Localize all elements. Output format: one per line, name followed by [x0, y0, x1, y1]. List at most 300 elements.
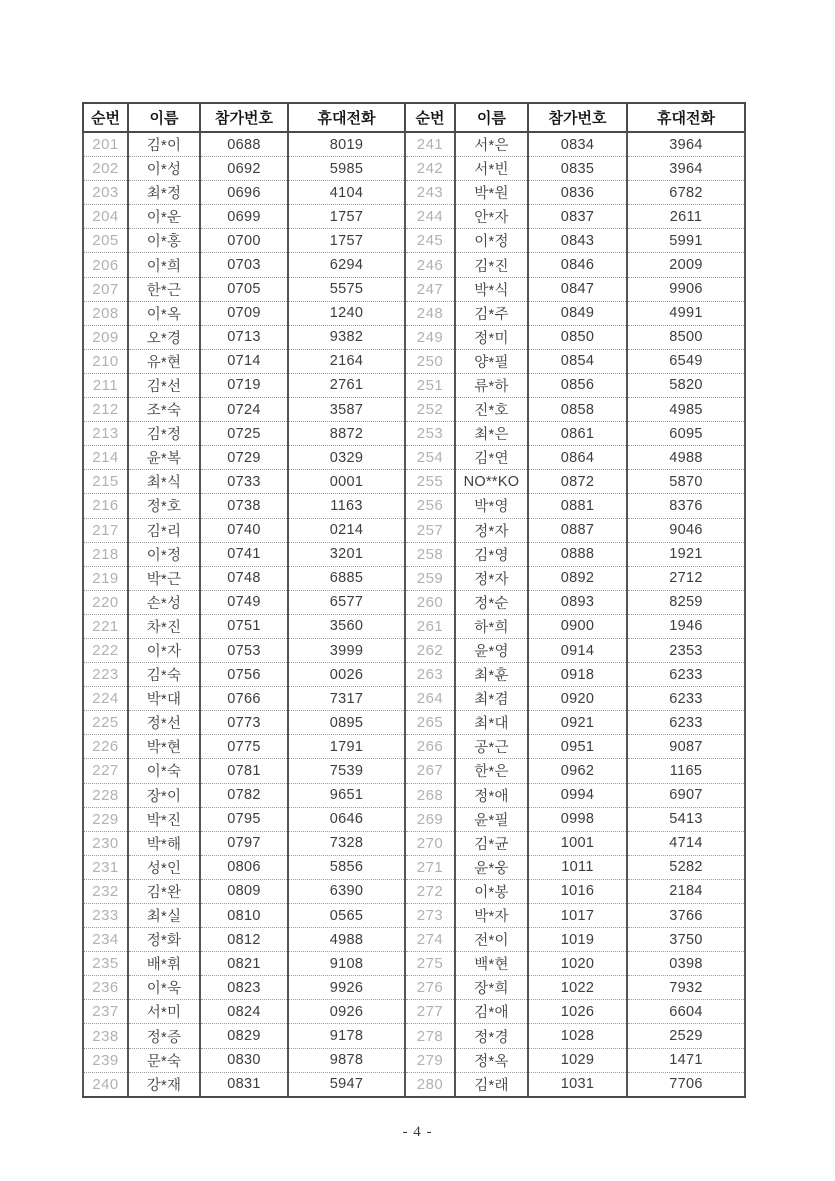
entry-number-cell: 0699	[200, 205, 288, 229]
seq-cell: 202	[83, 157, 128, 181]
entry-number-cell: 0748	[200, 566, 288, 590]
table-row	[83, 590, 745, 614]
table-row	[83, 422, 745, 446]
name-cell: 최*대	[455, 711, 528, 735]
seq-cell: 243	[405, 181, 455, 205]
name-cell: 안*자	[455, 205, 528, 229]
phone-cell: 7328	[288, 831, 405, 855]
entry-number-cell: 0756	[200, 663, 288, 687]
entry-number-cell: 0703	[200, 253, 288, 277]
phone-cell: 6885	[288, 566, 405, 590]
phone-cell: 5985	[288, 157, 405, 181]
phone-cell: 3587	[288, 398, 405, 422]
table-row	[83, 566, 745, 590]
entry-number-cell: 0714	[200, 349, 288, 373]
entry-number-cell: 0766	[200, 687, 288, 711]
participants-table	[82, 102, 746, 1098]
entry-number-cell: 0888	[528, 542, 627, 566]
phone-cell: 8500	[627, 325, 745, 349]
phone-cell: 9651	[288, 783, 405, 807]
entry-number-cell: 1028	[528, 1024, 627, 1048]
name-cell: 정*자	[455, 566, 528, 590]
seq-cell: 265	[405, 711, 455, 735]
phone-cell: 0329	[288, 446, 405, 470]
seq-cell: 235	[83, 952, 128, 976]
column-header-seq-left: 순번	[83, 103, 128, 132]
seq-cell: 230	[83, 831, 128, 855]
seq-cell: 252	[405, 398, 455, 422]
name-cell: 이*희	[128, 253, 200, 277]
seq-cell: 254	[405, 446, 455, 470]
table-row	[83, 229, 745, 253]
phone-cell: 8259	[627, 590, 745, 614]
phone-cell: 4985	[627, 398, 745, 422]
name-cell: 박*자	[455, 904, 528, 928]
table-row	[83, 518, 745, 542]
phone-cell: 2529	[627, 1024, 745, 1048]
name-cell: 류*하	[455, 373, 528, 397]
entry-number-cell: 0864	[528, 446, 627, 470]
table-row	[83, 928, 745, 952]
entry-number-cell: 0847	[528, 277, 627, 301]
name-cell: 공*근	[455, 735, 528, 759]
name-cell: 김*이	[128, 132, 200, 157]
name-cell: 한*근	[128, 277, 200, 301]
seq-cell: 214	[83, 446, 128, 470]
phone-cell: 1921	[627, 542, 745, 566]
name-cell: 성*인	[128, 855, 200, 879]
phone-cell: 2184	[627, 879, 745, 903]
name-cell: 배*휘	[128, 952, 200, 976]
phone-cell: 5282	[627, 855, 745, 879]
name-cell: 정*호	[128, 494, 200, 518]
table-row	[83, 349, 745, 373]
table-row	[83, 614, 745, 638]
column-header-entry-number-left: 참가번호	[200, 103, 288, 132]
entry-number-cell: 0900	[528, 614, 627, 638]
phone-cell: 7706	[627, 1072, 745, 1097]
seq-cell: 231	[83, 855, 128, 879]
seq-cell: 248	[405, 301, 455, 325]
entry-number-cell: 1020	[528, 952, 627, 976]
seq-cell: 217	[83, 518, 128, 542]
name-cell: 박*현	[128, 735, 200, 759]
phone-cell: 1946	[627, 614, 745, 638]
seq-cell: 204	[83, 205, 128, 229]
entry-number-cell: 0775	[200, 735, 288, 759]
entry-number-cell: 0824	[200, 1000, 288, 1024]
entry-number-cell: 1031	[528, 1072, 627, 1097]
seq-cell: 229	[83, 807, 128, 831]
seq-cell: 267	[405, 759, 455, 783]
page-number: - 4 -	[402, 1124, 433, 1140]
seq-cell: 210	[83, 349, 128, 373]
table-row	[83, 735, 745, 759]
phone-cell: 2353	[627, 638, 745, 662]
entry-number-cell: 0740	[200, 518, 288, 542]
name-cell: 최*겸	[455, 687, 528, 711]
name-cell: 오*경	[128, 325, 200, 349]
phone-cell: 8872	[288, 422, 405, 446]
seq-cell: 251	[405, 373, 455, 397]
phone-cell: 0895	[288, 711, 405, 735]
name-cell: 윤*복	[128, 446, 200, 470]
name-cell: 윤*영	[455, 638, 528, 662]
entry-number-cell: 0724	[200, 398, 288, 422]
phone-cell: 9046	[627, 518, 745, 542]
name-cell: 정*경	[455, 1024, 528, 1048]
name-cell: 전*이	[455, 928, 528, 952]
column-header-name-left: 이름	[128, 103, 200, 132]
entry-number-cell: 0872	[528, 470, 627, 494]
seq-cell: 260	[405, 590, 455, 614]
entry-number-cell: 0773	[200, 711, 288, 735]
entry-number-cell: 0821	[200, 952, 288, 976]
name-cell: 진*호	[455, 398, 528, 422]
entry-number-cell: 0781	[200, 759, 288, 783]
entry-number-cell: 1019	[528, 928, 627, 952]
table-row	[83, 904, 745, 928]
name-cell: 윤*웅	[455, 855, 528, 879]
phone-cell: 5575	[288, 277, 405, 301]
phone-cell: 9178	[288, 1024, 405, 1048]
phone-cell: 7932	[627, 976, 745, 1000]
seq-cell: 220	[83, 590, 128, 614]
entry-number-cell: 0733	[200, 470, 288, 494]
entry-number-cell: 0829	[200, 1024, 288, 1048]
name-cell: 이*숙	[128, 759, 200, 783]
name-cell: 최*식	[128, 470, 200, 494]
table-row	[83, 132, 745, 157]
table-row	[83, 1072, 745, 1097]
phone-cell: 9108	[288, 952, 405, 976]
name-cell: 박*원	[455, 181, 528, 205]
name-cell: 조*숙	[128, 398, 200, 422]
seq-cell: 213	[83, 422, 128, 446]
name-cell: 장*이	[128, 783, 200, 807]
name-cell: NO**KO	[455, 470, 528, 494]
table-header-row	[83, 103, 745, 132]
table-row	[83, 494, 745, 518]
name-cell: 하*희	[455, 614, 528, 638]
entry-number-cell: 0705	[200, 277, 288, 301]
table-row	[83, 253, 745, 277]
table-row	[83, 470, 745, 494]
seq-cell: 246	[405, 253, 455, 277]
entry-number-cell: 0741	[200, 542, 288, 566]
seq-cell: 241	[405, 132, 455, 157]
name-cell: 이*정	[455, 229, 528, 253]
seq-cell: 272	[405, 879, 455, 903]
phone-cell: 6549	[627, 349, 745, 373]
table-row	[83, 301, 745, 325]
seq-cell: 275	[405, 952, 455, 976]
entry-number-cell: 1017	[528, 904, 627, 928]
table-row	[83, 325, 745, 349]
phone-cell: 4991	[627, 301, 745, 325]
entry-number-cell: 0749	[200, 590, 288, 614]
entry-number-cell: 0795	[200, 807, 288, 831]
phone-cell: 8019	[288, 132, 405, 157]
name-cell: 양*필	[455, 349, 528, 373]
seq-cell: 211	[83, 373, 128, 397]
entry-number-cell: 0994	[528, 783, 627, 807]
entry-number-cell: 0892	[528, 566, 627, 590]
name-cell: 김*영	[455, 542, 528, 566]
table-row	[83, 542, 745, 566]
table-row	[83, 1024, 745, 1048]
entry-number-cell: 0713	[200, 325, 288, 349]
table-row	[83, 277, 745, 301]
table-row	[83, 687, 745, 711]
seq-cell: 242	[405, 157, 455, 181]
seq-cell: 259	[405, 566, 455, 590]
entry-number-cell: 1029	[528, 1048, 627, 1072]
entry-number-cell: 0809	[200, 879, 288, 903]
seq-cell: 266	[405, 735, 455, 759]
seq-cell: 228	[83, 783, 128, 807]
entry-number-cell: 0753	[200, 638, 288, 662]
entry-number-cell: 0812	[200, 928, 288, 952]
entry-number-cell: 0846	[528, 253, 627, 277]
table-row	[83, 879, 745, 903]
name-cell: 손*성	[128, 590, 200, 614]
seq-cell: 207	[83, 277, 128, 301]
column-header-seq-right: 순번	[405, 103, 455, 132]
entry-number-cell: 1016	[528, 879, 627, 903]
seq-cell: 224	[83, 687, 128, 711]
seq-cell: 209	[83, 325, 128, 349]
phone-cell: 0026	[288, 663, 405, 687]
entry-number-cell: 0751	[200, 614, 288, 638]
name-cell: 김*주	[455, 301, 528, 325]
entry-number-cell: 0810	[200, 904, 288, 928]
entry-number-cell: 0806	[200, 855, 288, 879]
phone-cell: 3964	[627, 132, 745, 157]
name-cell: 서*은	[455, 132, 528, 157]
table-row	[83, 783, 745, 807]
entry-number-cell: 1022	[528, 976, 627, 1000]
name-cell: 박*대	[128, 687, 200, 711]
name-cell: 김*리	[128, 518, 200, 542]
name-cell: 김*애	[455, 1000, 528, 1024]
name-cell: 한*은	[455, 759, 528, 783]
name-cell: 김*완	[128, 879, 200, 903]
seq-cell: 239	[83, 1048, 128, 1072]
phone-cell: 3201	[288, 542, 405, 566]
entry-number-cell: 0782	[200, 783, 288, 807]
entry-number-cell: 0850	[528, 325, 627, 349]
phone-cell: 2611	[627, 205, 745, 229]
name-cell: 박*해	[128, 831, 200, 855]
phone-cell: 9878	[288, 1048, 405, 1072]
phone-cell: 4988	[288, 928, 405, 952]
seq-cell: 222	[83, 638, 128, 662]
name-cell: 정*화	[128, 928, 200, 952]
seq-cell: 247	[405, 277, 455, 301]
entry-number-cell: 0858	[528, 398, 627, 422]
name-cell: 차*진	[128, 614, 200, 638]
entry-number-cell: 0692	[200, 157, 288, 181]
column-header-entry-number-right: 참가번호	[528, 103, 627, 132]
phone-cell: 8376	[627, 494, 745, 518]
table-row	[83, 1048, 745, 1072]
name-cell: 이*홍	[128, 229, 200, 253]
entry-number-cell: 0834	[528, 132, 627, 157]
table-row	[83, 952, 745, 976]
entry-number-cell: 0688	[200, 132, 288, 157]
seq-cell: 280	[405, 1072, 455, 1097]
table-row	[83, 446, 745, 470]
entry-number-cell: 0861	[528, 422, 627, 446]
entry-number-cell: 0856	[528, 373, 627, 397]
phone-cell: 6294	[288, 253, 405, 277]
name-cell: 서*빈	[455, 157, 528, 181]
name-cell: 정*순	[455, 590, 528, 614]
name-cell: 김*진	[455, 253, 528, 277]
table-row	[83, 831, 745, 855]
entry-number-cell: 0843	[528, 229, 627, 253]
name-cell: 정*애	[455, 783, 528, 807]
entry-number-cell: 0854	[528, 349, 627, 373]
entry-number-cell: 0835	[528, 157, 627, 181]
phone-cell: 6782	[627, 181, 745, 205]
phone-cell: 2761	[288, 373, 405, 397]
phone-cell: 5947	[288, 1072, 405, 1097]
name-cell: 박*근	[128, 566, 200, 590]
seq-cell: 201	[83, 132, 128, 157]
table-row	[83, 181, 745, 205]
phone-cell: 6390	[288, 879, 405, 903]
phone-cell: 6233	[627, 687, 745, 711]
seq-cell: 219	[83, 566, 128, 590]
name-cell: 정*선	[128, 711, 200, 735]
seq-cell: 249	[405, 325, 455, 349]
seq-cell: 279	[405, 1048, 455, 1072]
seq-cell: 277	[405, 1000, 455, 1024]
name-cell: 이*봉	[455, 879, 528, 903]
table-row	[83, 759, 745, 783]
seq-cell: 238	[83, 1024, 128, 1048]
name-cell: 김*래	[455, 1072, 528, 1097]
seq-cell: 244	[405, 205, 455, 229]
phone-cell: 3750	[627, 928, 745, 952]
seq-cell: 262	[405, 638, 455, 662]
name-cell: 서*미	[128, 1000, 200, 1024]
seq-cell: 240	[83, 1072, 128, 1097]
column-header-phone-right: 휴대전화	[627, 103, 745, 132]
column-header-name-right: 이름	[455, 103, 528, 132]
seq-cell: 212	[83, 398, 128, 422]
table-row	[83, 398, 745, 422]
name-cell: 이*성	[128, 157, 200, 181]
seq-cell: 234	[83, 928, 128, 952]
table-row	[83, 663, 745, 687]
entry-number-cell: 0881	[528, 494, 627, 518]
name-cell: 윤*필	[455, 807, 528, 831]
phone-cell: 5820	[627, 373, 745, 397]
seq-cell: 278	[405, 1024, 455, 1048]
seq-cell: 250	[405, 349, 455, 373]
entry-number-cell: 0831	[200, 1072, 288, 1097]
seq-cell: 261	[405, 614, 455, 638]
seq-cell: 215	[83, 470, 128, 494]
seq-cell: 226	[83, 735, 128, 759]
table-row	[83, 638, 745, 662]
phone-cell: 6233	[627, 711, 745, 735]
phone-cell: 0926	[288, 1000, 405, 1024]
seq-cell: 253	[405, 422, 455, 446]
phone-cell: 5856	[288, 855, 405, 879]
phone-cell: 1165	[627, 759, 745, 783]
seq-cell: 255	[405, 470, 455, 494]
phone-cell: 9087	[627, 735, 745, 759]
name-cell: 이*옥	[128, 301, 200, 325]
entry-number-cell: 0914	[528, 638, 627, 662]
entry-number-cell: 0837	[528, 205, 627, 229]
entry-number-cell: 0823	[200, 976, 288, 1000]
name-cell: 최*정	[128, 181, 200, 205]
table-row	[83, 807, 745, 831]
phone-cell: 0398	[627, 952, 745, 976]
phone-cell: 6604	[627, 1000, 745, 1024]
entry-number-cell: 1001	[528, 831, 627, 855]
entry-number-cell: 0998	[528, 807, 627, 831]
name-cell: 정*옥	[455, 1048, 528, 1072]
phone-cell: 6577	[288, 590, 405, 614]
name-cell: 박*영	[455, 494, 528, 518]
phone-cell: 2712	[627, 566, 745, 590]
table-row	[83, 157, 745, 181]
table-row	[83, 855, 745, 879]
phone-cell: 7539	[288, 759, 405, 783]
name-cell: 최*훈	[455, 663, 528, 687]
phone-cell: 1791	[288, 735, 405, 759]
seq-cell: 203	[83, 181, 128, 205]
phone-cell: 1757	[288, 205, 405, 229]
entry-number-cell: 1026	[528, 1000, 627, 1024]
phone-cell: 6095	[627, 422, 745, 446]
name-cell: 박*식	[455, 277, 528, 301]
entry-number-cell: 0887	[528, 518, 627, 542]
table-row	[83, 976, 745, 1000]
seq-cell: 225	[83, 711, 128, 735]
phone-cell: 4714	[627, 831, 745, 855]
phone-cell: 5413	[627, 807, 745, 831]
name-cell: 유*현	[128, 349, 200, 373]
name-cell: 김*균	[455, 831, 528, 855]
name-cell: 박*진	[128, 807, 200, 831]
seq-cell: 264	[405, 687, 455, 711]
name-cell: 이*운	[128, 205, 200, 229]
name-cell: 장*희	[455, 976, 528, 1000]
entry-number-cell: 0962	[528, 759, 627, 783]
seq-cell: 273	[405, 904, 455, 928]
phone-cell: 1163	[288, 494, 405, 518]
entry-number-cell: 0920	[528, 687, 627, 711]
table-row	[83, 205, 745, 229]
phone-cell: 3560	[288, 614, 405, 638]
phone-cell: 3999	[288, 638, 405, 662]
entry-number-cell: 1011	[528, 855, 627, 879]
seq-cell: 270	[405, 831, 455, 855]
entry-number-cell: 0836	[528, 181, 627, 205]
seq-cell: 276	[405, 976, 455, 1000]
phone-cell: 0001	[288, 470, 405, 494]
entry-number-cell: 0729	[200, 446, 288, 470]
seq-cell: 223	[83, 663, 128, 687]
name-cell: 이*정	[128, 542, 200, 566]
